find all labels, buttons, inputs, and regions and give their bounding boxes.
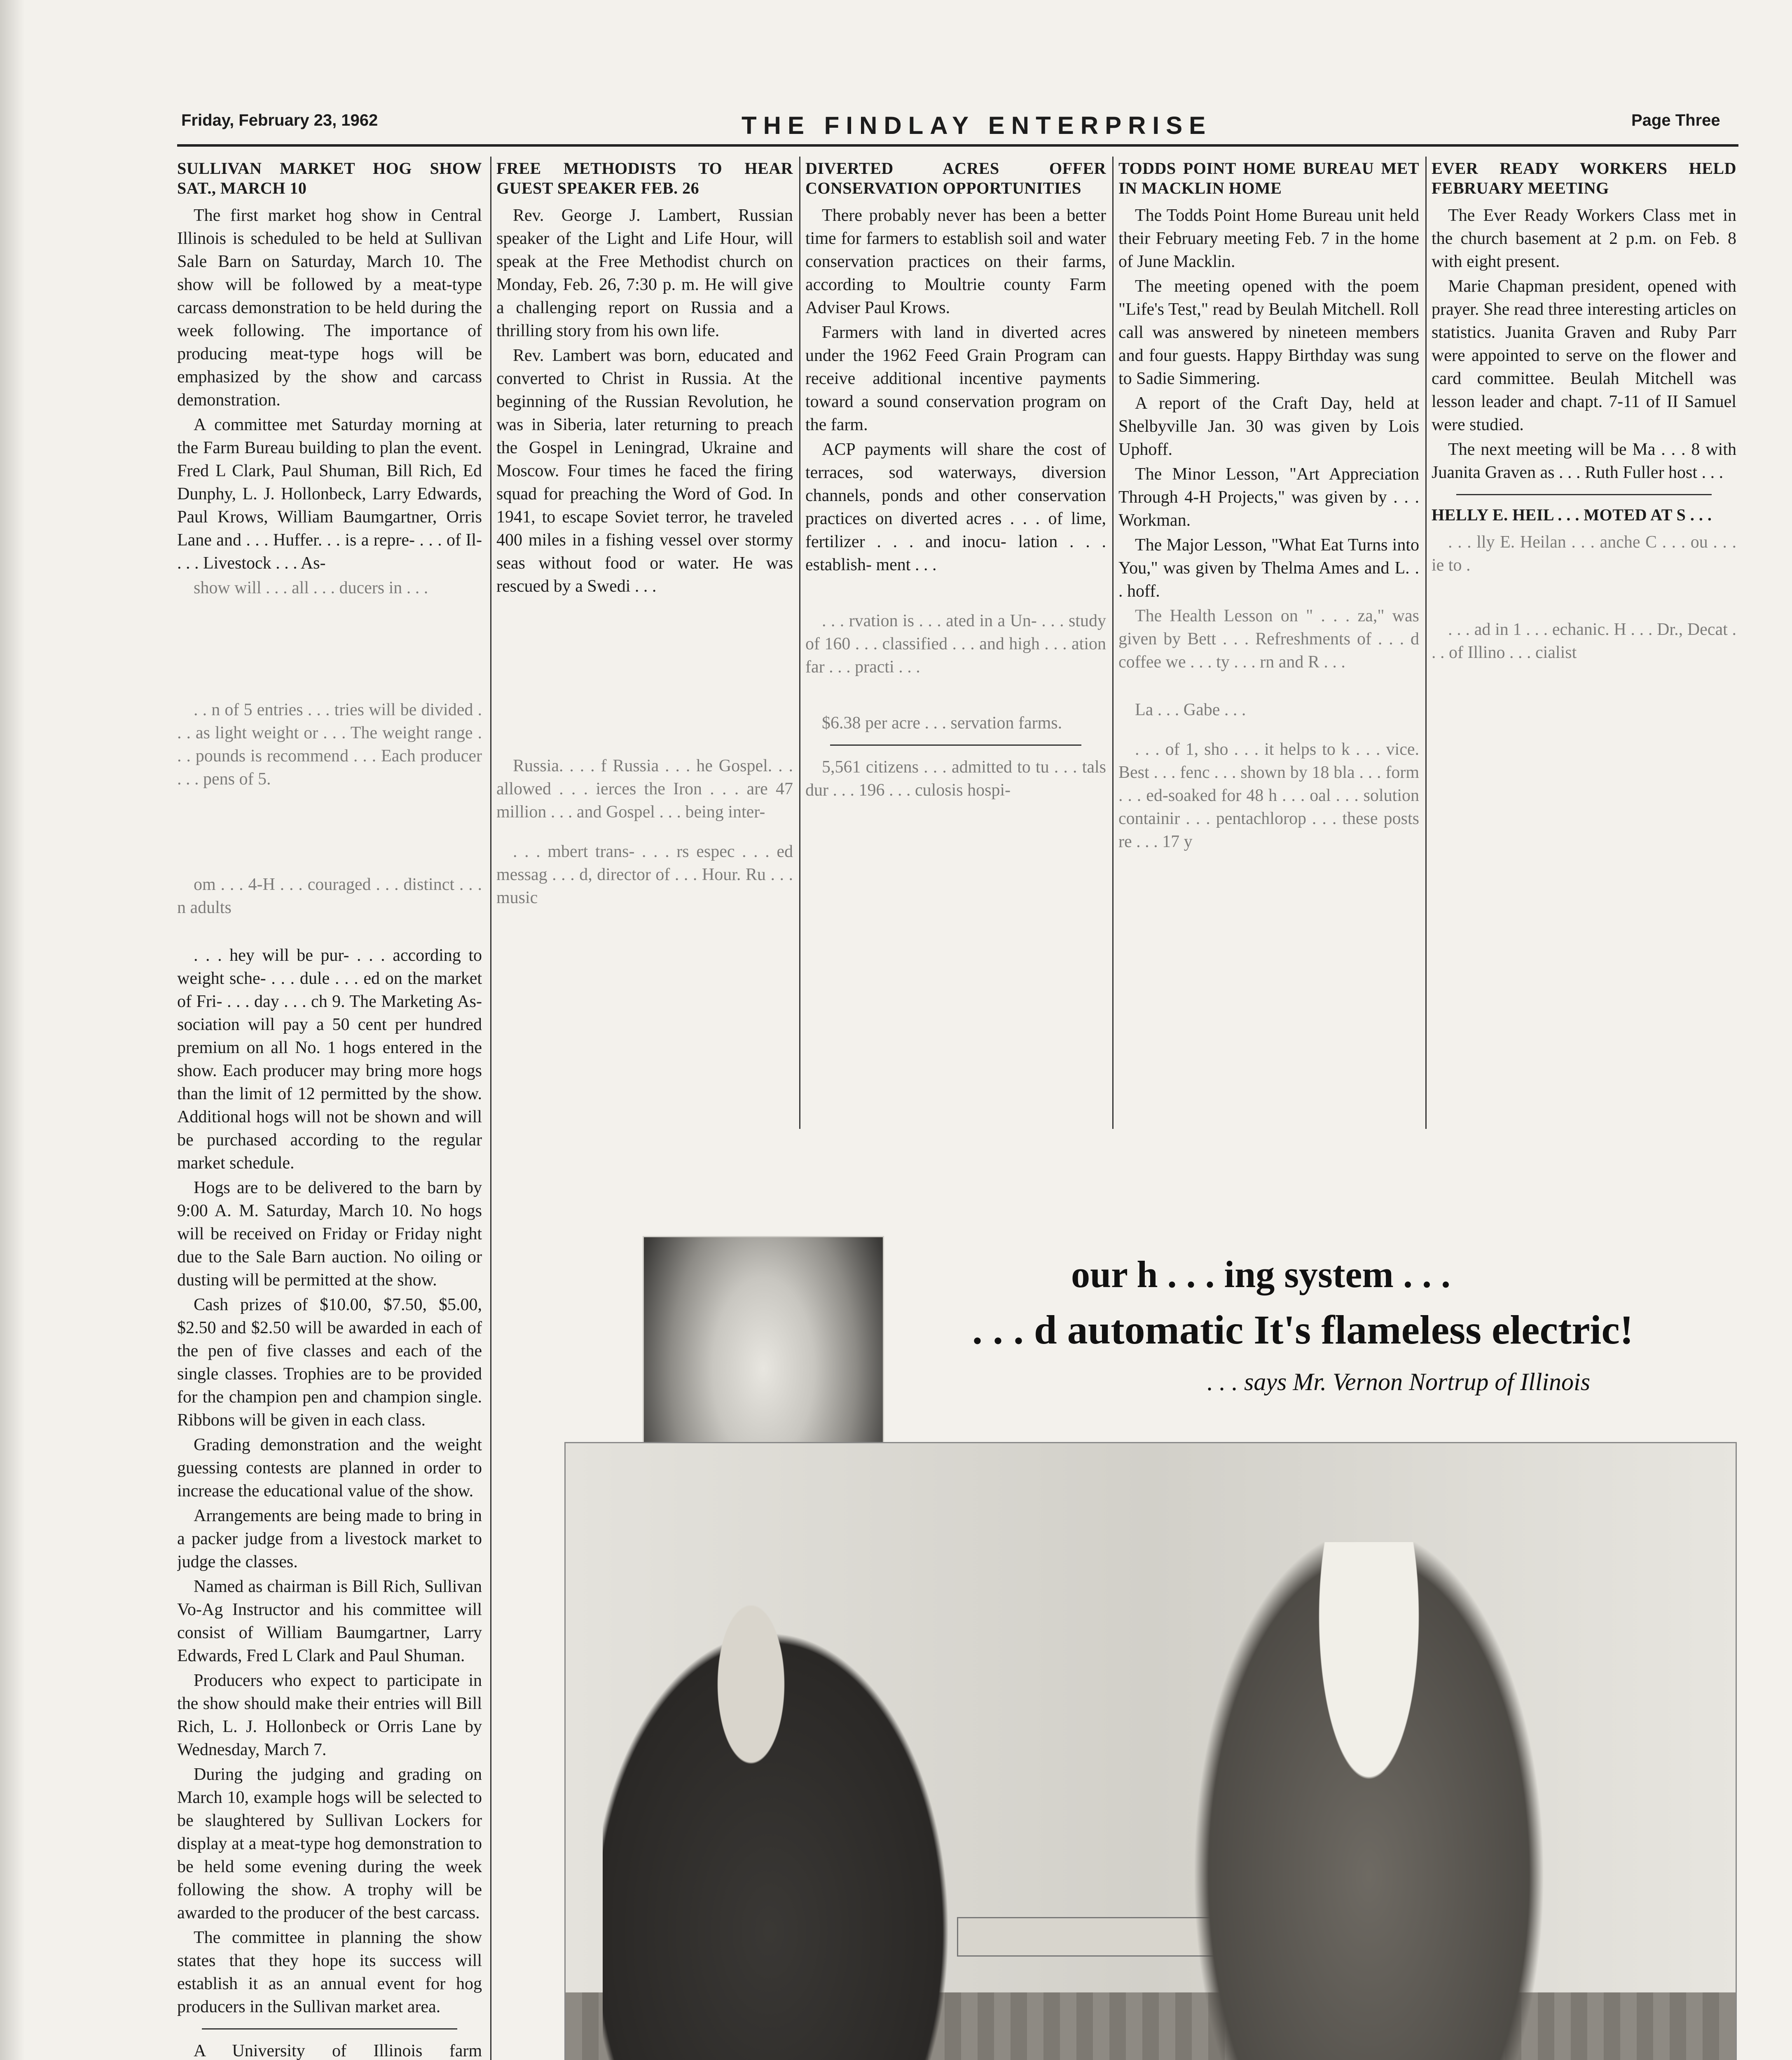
article-paragraph: The Major Lesson, "What Eat Turns into You," was given by Thelma Ames and L. . . hoff. bbox=[1118, 536, 1419, 601]
article-paragraph: . . . of 1, sho . . . it helps to k . . . vice. Best . . . fenc . . . shown by 18 bla . . . form . . . ed-soaked for 48 h . . . oal . . . solution containir . . . pentachlorop . . . these posts re . . . 17 y bbox=[1118, 740, 1419, 851]
ad-headline-line-1: our h . . . ing system . . . bbox=[1071, 1253, 1450, 1295]
article-paragraph: . . . rvation is . . . ated in a Un- . . . study of 160 . . . classified . . . and high . . . ation far . . . practi . . . bbox=[805, 611, 1106, 677]
photo-woman-in-rocking-chair bbox=[1163, 1542, 1575, 2060]
article-ever-ready bbox=[1432, 159, 1736, 1147]
column-rule-1 bbox=[490, 157, 491, 2060]
article-paragraph: . . . hey will be pur- . . . according to weight sche- . . . dule . . . ed on the market of Fri- . . . day . . . ch 9. The Marketing As- sociation will pay a 50 cent per hundred premium on all No. 1 hogs entered in the show. Each producer may bring more hogs than the limit of 12 permitted by the show. Additional hogs will not be shown and will be purchased according to the regular market schedule. bbox=[177, 946, 482, 1173]
ad-photo-couple-by-heater bbox=[564, 1442, 1737, 2060]
article-headline: SULLIVAN MARKET HOG SHOW SAT., MARCH 10 bbox=[177, 159, 482, 197]
article-paragraph: The committee in planning the show states that they hope its success will establish it as an annual event for hog producers in the Sullivan market area. bbox=[177, 1928, 482, 2016]
column-rule-2 bbox=[799, 157, 800, 1129]
article-paragraph: Producers who expect to participate in the show should make their entries will Bill Rich, L. J. Hollonbeck or Orris Lane by Wednesday, March 7. bbox=[177, 1671, 482, 1759]
article-hog-show bbox=[177, 159, 482, 2060]
article-paragraph: $6.38 per acre . . . servation farms. bbox=[822, 714, 1062, 733]
article-paragraph: . . . mbert trans- . . . rs espec . . . ed messag . . . d, director of . . . Hour. Ru . . . music bbox=[496, 842, 793, 907]
page-edge-shadow bbox=[0, 0, 25, 2060]
article-paragraph: A report of the Craft Day, held at Shelbyville Jan. 30 was given by Lois Uphoff. bbox=[1118, 394, 1419, 459]
article-paragraph: show will . . . all . . . ducers in . . . bbox=[194, 578, 428, 597]
ad-byline: . . . says Mr. Vernon Nortrup of Illinois bbox=[1207, 1368, 1591, 1395]
article-paragraph: . . . lly E. Heilan . . . anche C . . . ou . . . ie to . bbox=[1432, 533, 1736, 575]
photo-man-crouching bbox=[603, 1592, 973, 2060]
ad-headline-line-2: . . . d automatic It's flameless electric! bbox=[972, 1307, 1634, 1353]
masthead-page-number: Page Three bbox=[1631, 111, 1720, 129]
article-divider bbox=[830, 744, 1081, 746]
article-paragraph: Farmers with land in diverted acres under the 1962 Feed Grain Program can receive additional incentive payments toward a sound conservation program on the farm. bbox=[805, 323, 1106, 434]
article-paragraph: The next meeting will be Ma . . . 8 with Juanita Graven as . . . Ruth Fuller host . . . bbox=[1432, 440, 1736, 482]
article-todds-point bbox=[1118, 159, 1419, 1147]
article-divider bbox=[1456, 494, 1712, 495]
article-paragraph: The Health Lesson on " . . . za," was given by Bett . . . Refreshments of . . . d coffee we . . . ty . . . rn and R . . . bbox=[1118, 606, 1419, 672]
article-paragraph: Arrangements are being made to bring in a packer judge from a livestock market to judge the classes. bbox=[177, 1506, 482, 1571]
article-paragraph: Russia. . . . f Russia . . . he Gospel. . . allowed . . . ierces the Iron . . . are 47 million . . . and Gospel . . . being inter- bbox=[496, 756, 793, 822]
article-diverted-acres bbox=[805, 159, 1106, 1147]
article-paragraph: om . . . 4-H . . . couraged . . . distinct . . . n adults bbox=[177, 875, 482, 917]
article-headline: FREE METHODISTS TO HEAR GUEST SPEAKER FEB. 26 bbox=[496, 159, 793, 197]
article-paragraph: The Todds Point Home Bureau unit held their February meeting Feb. 7 in the home of June Macklin. bbox=[1118, 206, 1419, 271]
article-paragraph: The first market hog show in Central Illinois is scheduled to be held at Sullivan Sale Barn on Saturday, March 10. The show will be followed by a meat-type carcass demonstration to be held during the week following. The importance of producing meat-type hogs will be emphasized by the show and carcass demonstration. bbox=[177, 206, 482, 410]
article-paragraph: Named as chairman is Bill Rich, Sullivan Vo-Ag Instructor and his committee will consist of William Baumgartner, Larry Edwards, Fred L Clark and Paul Shuman. bbox=[177, 1577, 482, 1665]
article-paragraph: . . n of 5 entries . . . tries will be divided . . . as light weight or . . . The weight range . . . pounds is recommend . . . Each producer . . . pens of 5. bbox=[177, 700, 482, 789]
article-paragraph: There probably never has been a better time for farmers to establish soil and water conservation practices on their farms, according to Moultrie county Farm Adviser Paul Krows. bbox=[805, 206, 1106, 317]
article-paragraph: Marie Chapman president, opened with prayer. She read three interesting articles on statistics. Juanita Graven and Ruby Parr were appointed to serve on the flower and card committee. Beulah Mitchell was lesson leader and chapt. 7-11 of II Samuel were studied. bbox=[1432, 277, 1736, 434]
article-headline: TODDS POINT HOME BUREAU MET IN MACKLIN HOME bbox=[1118, 159, 1419, 197]
masthead-title: THE FINDLAY ENTERPRISE bbox=[742, 112, 1212, 139]
article-paragraph: The Minor Lesson, "Art Appreciation Through 4-H Projects," was given by . . . Workman. bbox=[1118, 465, 1419, 530]
masthead-rule bbox=[177, 144, 1738, 147]
article-paragraph: The Ever Ready Workers Class met in the church basement at 2 p.m. on Feb. 8 with eight present. bbox=[1432, 206, 1736, 271]
article-headline: DIVERTED ACRES OFFER CONSERVATION OPPORTUNITIES bbox=[805, 159, 1106, 197]
article-paragraph: A committee met Saturday morning at the Farm Bureau building to plan the event. Fred L Clark, Paul Shuman, Bill Rich, Ed Dunphy, L. J. Hollonbeck, Larry Edwards, Paul Krows, William Baumgartner, Orris Lane and . . . Huffer. . . is a repre- . . . of Il- . . . Livestock . . . As- bbox=[177, 415, 482, 573]
column-rule-4 bbox=[1425, 157, 1427, 1129]
article-paragraph: . . . ad in 1 . . . echanic. H . . . Dr., Decat . . . of Illino . . . cialist bbox=[1432, 620, 1736, 662]
article-paragraph: Rev. George J. Lambert, Russian speaker of the Light and Life Hour, will speak at the Free Methodist church on Monday, Feb. 26, 7:30 p. m. He will give a challenging report on Russia and a thrilling story from his own life. bbox=[496, 206, 793, 340]
article-paragraph: Hogs are to be delivered to the barn by 9:00 A. M. Saturday, March 10. No hogs will be received on Friday or Friday night due to the Sale Barn auction. No oiling or dusting will be permitted at the show. bbox=[177, 1178, 482, 1290]
article-paragraph: ACP payments will share the cost of terraces, sod waterways, diversion channels, ponds and other conservation practices on diverted acres . . . of lime, fertilizer . . . and inocu- lation . . . establish- ment . . . bbox=[805, 440, 1106, 574]
article-paragraph: Rev. Lambert was born, educated and converted to Christ in Russia. At the beginning of the Russian Revolution, he was in Siberia, later returning to preach the Gospel in Leningrad, Ukraine and Moscow. Four times he faced the firing squad for preaching the Word of God. In 1941, to escape Soviet terror, he traveled 400 miles in a fishing vessel over stormy seas without food or water. He was rescued by a Swedi . . . bbox=[496, 346, 793, 596]
article-paragraph: 5,561 citizens . . . admitted to tu . . . tals dur . . . 196 . . . culosis hospi- bbox=[805, 758, 1106, 800]
article-headline-2: HELLY E. HEIL . . . MOTED AT S . . . bbox=[1432, 506, 1712, 524]
masthead-date: Friday, February 23, 1962 bbox=[181, 111, 378, 129]
column-rule-3 bbox=[1112, 157, 1114, 1129]
article-free-methodists bbox=[496, 159, 793, 1147]
article-paragraph: A University of Illinois farm bbox=[194, 2041, 482, 2060]
article-headline: EVER READY WORKERS HELD FEBRUARY MEETING bbox=[1432, 159, 1736, 197]
article-paragraph: La . . . Gabe . . . bbox=[1135, 700, 1246, 719]
article-paragraph: Cash prizes of $10.00, $7.50, $5.00, $2.50 and $2.50 will be awarded in each of the pen of five classes and each of the single classes. Trophies are to be provided for the champion pen and champion single. Ribbons will be given in each class. bbox=[177, 1295, 482, 1430]
article-paragraph: Grading demonstration and the weight guessing contests are planned in order to increase the educational value of the show. bbox=[177, 1435, 482, 1501]
article-paragraph: During the judging and grading on March 10, example hogs will be selected to be slaughtered by Sullivan Lockers for display at a meat-type hog demonstration to be held some evening during the week following the show. A trophy will be awarded to the producer of the best carcass. bbox=[177, 1765, 482, 1922]
article-divider bbox=[202, 2028, 457, 2030]
article-paragraph: The meeting opened with the poem "Life's Test," read by Beulah Mitchell. Roll call was answered by nineteen members and four guests. Happy Birthday was sung to Sadie Simmering. bbox=[1118, 277, 1419, 388]
